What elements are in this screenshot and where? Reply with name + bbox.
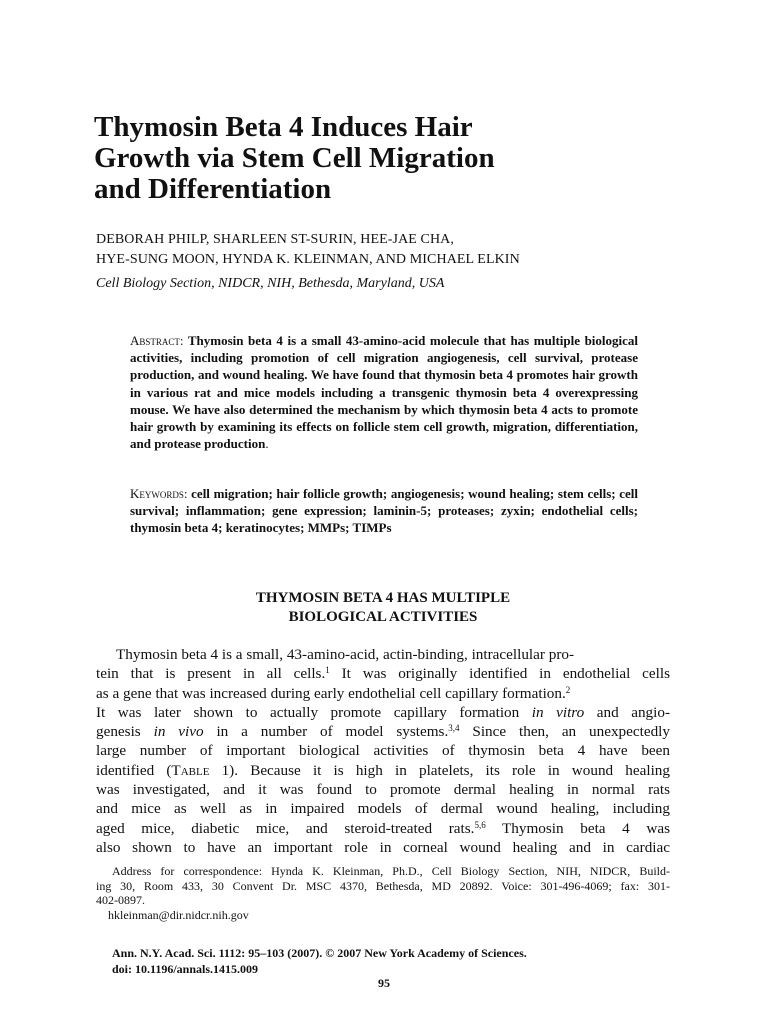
- citation-line: Ann. N.Y. Acad. Sci. 1112: 95–103 (2007). © 2007 New York Academy of Sciences.: [112, 946, 527, 960]
- author-line: DEBORAH PHILP, SHARLEEN ST-SURIN, HEE-JAE CHA,: [96, 232, 454, 247]
- body-line: tein that is present in all cells.$^1$ It was originally identified in endothelial cells: [96, 665, 670, 683]
- title-line: Thymosin Beta 4 Induces Hair: [94, 111, 473, 143]
- body-line: as a gene that was increased during early endothelial cell capillary formation.$^2$: [96, 684, 571, 702]
- footnote-email: hkleinman@dir.nidcr.nih.gov: [108, 907, 249, 922]
- body-line: large number of important biological activities of thymosin beta 4 have been: [96, 742, 670, 760]
- section-heading: [96, 589, 670, 627]
- title-line: and Differentiation: [94, 173, 332, 205]
- body-line: Thymosin beta 4 is a small, 43-amino-acid, actin-binding, intracellular pro-: [116, 646, 575, 663]
- author-list: [96, 230, 676, 270]
- footnote-line: 402-0897.: [96, 893, 145, 908]
- body-text: [96, 645, 670, 857]
- body-line: aged mice, diabetic mice, and steroid-treated rats.$^{5,6}$ Thymosin beta 4 was: [96, 819, 670, 837]
- author-line: HYE-SUNG MOON, HYNDA K. KLEINMAN, AND MICHAEL ELKIN: [96, 252, 520, 267]
- keywords-label: Keywords:: [130, 486, 188, 501]
- correspondence-footnote: [96, 864, 670, 922]
- abstract: [130, 332, 638, 452]
- keywords: [130, 485, 638, 537]
- section-heading-line: BIOLOGICAL ACTIVITIES: [288, 609, 478, 625]
- journal-citation: [112, 945, 527, 977]
- footnote-line: Address for correspondence: Hynda K. Kleinman, Ph.D., Cell Biology Section, NIH, NIDCR, Build-: [112, 864, 670, 878]
- body-line: was investigated, and it was found to promote dermal healing in normal rats: [96, 781, 670, 799]
- footnote-line: ing 30, Room 433, 30 Convent Dr. MSC 4370, Bethesda, MD 20892. Voice: 301-496-4069; fax: 301-: [96, 878, 670, 893]
- affiliation: Cell Biology Section, NIDCR, NIH, Bethesda, Maryland, USA: [96, 276, 445, 291]
- body-line: identified (Table 1). Because it is high in platelets, its role in wound healing: [96, 761, 670, 779]
- paper-title: [94, 112, 694, 205]
- body-line: genesis in vivo in a number of model systems.$^{3,4}$ Since then, an unexpectedly: [96, 723, 670, 741]
- citation-line: doi: 10.1196/annals.1415.009: [112, 962, 259, 976]
- abstract-end: .: [265, 436, 269, 452]
- body-line: and mice as well as in impaired models of dermal wound healing, including: [96, 800, 670, 818]
- body-line: It was later shown to actually promote capillary formation in vitro and angio-: [96, 703, 671, 721]
- abstract-label: Abstract:: [130, 333, 184, 348]
- keywords-text: cell migration; hair follicle growth; angiogenesis; wound healing; stem cells; cell survival; inflammation; gene expression; laminin-5; proteases; zyxin; endothelial cells; thymosin beta 4; keratinocytes; MMPs; TIMPs: [130, 486, 639, 536]
- section-heading-line: THYMOSIN BETA 4 HAS MULTIPLE: [255, 590, 511, 606]
- body-line: also shown to have an important role in corneal wound healing and in cardiac: [96, 838, 670, 856]
- abstract-text: Thymosin beta 4 is a small 43-amino-acid molecule that has multiple biological activities, including promotion of cell migration angiogenesis, cell survival, protease production, and wound healing. We have found that thymosin beta 4 promotes hair growth in various rat and mice models including a transgenic thymosin beta 4 overexpressing mouse. We have also determined the mechanism by which thymosin beta 4 acts to promote hair growth by examining its effects on follicle stem cell growth, migration, differentiation, and protease production: [130, 333, 639, 452]
- title-line: Growth via Stem Cell Migration: [94, 142, 495, 174]
- page-number: 95: [378, 976, 390, 990]
